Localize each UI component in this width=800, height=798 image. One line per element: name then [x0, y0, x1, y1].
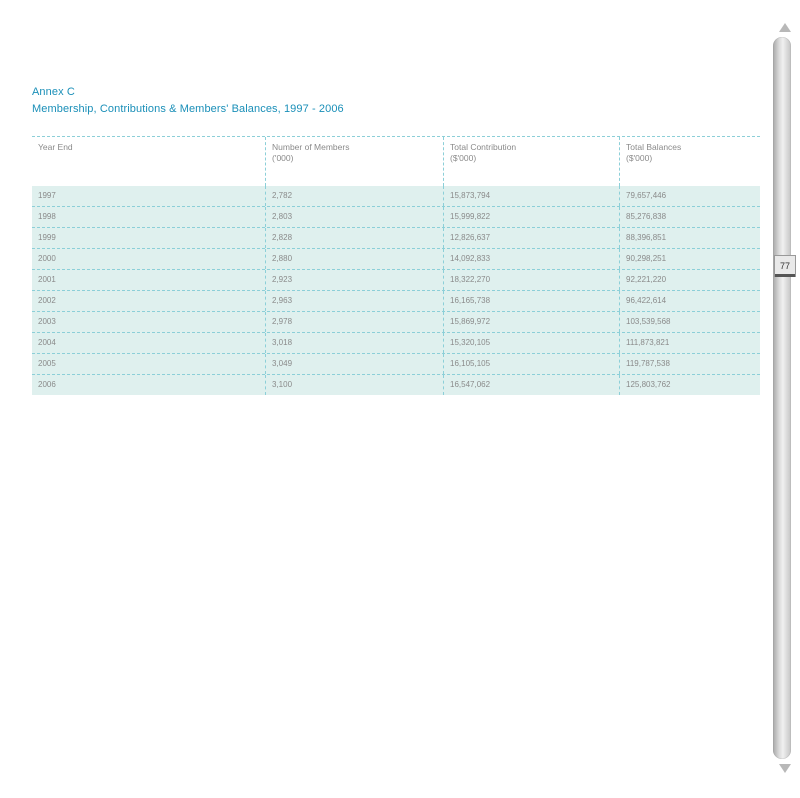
contribution-cell: 15,869,972	[443, 312, 619, 332]
scroll-track[interactable]	[773, 37, 791, 759]
balances-cell: 103,539,568	[619, 312, 760, 332]
members-cell: 2,923	[265, 270, 443, 290]
contribution-cell: 15,873,794	[443, 186, 619, 206]
year-cell: 2000	[38, 254, 56, 263]
year-cell: 2006	[38, 380, 56, 389]
scroll-thumb-indicator	[775, 274, 795, 277]
annex-subtitle: Membership, Contributions & Members' Balances, 1997 - 2006	[32, 103, 344, 115]
contribution-cell: 12,826,637	[443, 228, 619, 248]
vertical-scrollbar[interactable]	[770, 0, 800, 798]
year-cell: 2004	[38, 338, 56, 347]
year-cell: 1999	[38, 233, 56, 242]
scroll-up-arrow-icon[interactable]	[779, 23, 791, 32]
contribution-cell: 15,999,822	[443, 207, 619, 227]
balances-cell: 88,396,851	[619, 228, 760, 248]
contribution-cell: 18,322,270	[443, 270, 619, 290]
year-cell: 2002	[38, 296, 56, 305]
balances-cell: 111,873,821	[619, 333, 760, 353]
table-row	[32, 186, 760, 206]
year-cell: 2003	[38, 317, 56, 326]
contribution-cell: 16,165,738	[443, 291, 619, 311]
members-cell: 2,803	[265, 207, 443, 227]
contribution-cell: 16,105,105	[443, 354, 619, 374]
balances-cell: 79,657,446	[619, 186, 760, 206]
page-number: 77	[779, 261, 790, 271]
members-cell: 2,978	[265, 312, 443, 332]
header-total-contribution: Total Contribution ($'000)	[443, 137, 619, 186]
members-cell: 3,100	[265, 375, 443, 395]
scroll-thumb[interactable]	[774, 255, 796, 277]
header-number-of-members: Number of Members ('000)	[265, 137, 443, 186]
members-cell: 2,880	[265, 249, 443, 269]
contribution-cell: 15,320,105	[443, 333, 619, 353]
table-row	[32, 311, 760, 332]
balances-cell: 85,276,838	[619, 207, 760, 227]
table-row	[32, 332, 760, 353]
balances-cell: 96,422,614	[619, 291, 760, 311]
table-row	[32, 290, 760, 311]
members-cell: 2,963	[265, 291, 443, 311]
annex-title: Annex C	[32, 86, 75, 98]
table-row	[32, 269, 760, 290]
members-cell: 3,049	[265, 354, 443, 374]
members-cell: 2,782	[265, 186, 443, 206]
table-row	[32, 374, 760, 395]
balances-cell: 125,803,762	[619, 375, 760, 395]
contribution-cell: 14,092,833	[443, 249, 619, 269]
year-cell: 2001	[38, 275, 56, 284]
table-row	[32, 353, 760, 374]
balances-cell: 119,787,538	[619, 354, 760, 374]
table-row	[32, 248, 760, 269]
members-cell: 2,828	[265, 228, 443, 248]
header-total-balances: Total Balances ($'000)	[619, 137, 760, 186]
contribution-cell: 16,547,062	[443, 375, 619, 395]
year-cell: 1997	[38, 191, 56, 200]
table-header-row	[32, 137, 760, 186]
table-body	[32, 186, 760, 395]
members-cell: 3,018	[265, 333, 443, 353]
table-row	[32, 227, 760, 248]
scroll-down-arrow-icon[interactable]	[779, 764, 791, 773]
table-row	[32, 206, 760, 227]
year-cell: 1998	[38, 212, 56, 221]
year-cell: 2005	[38, 359, 56, 368]
membership-table	[32, 136, 760, 395]
header-year-end: Year End	[38, 142, 73, 152]
balances-cell: 90,298,251	[619, 249, 760, 269]
balances-cell: 92,221,220	[619, 270, 760, 290]
